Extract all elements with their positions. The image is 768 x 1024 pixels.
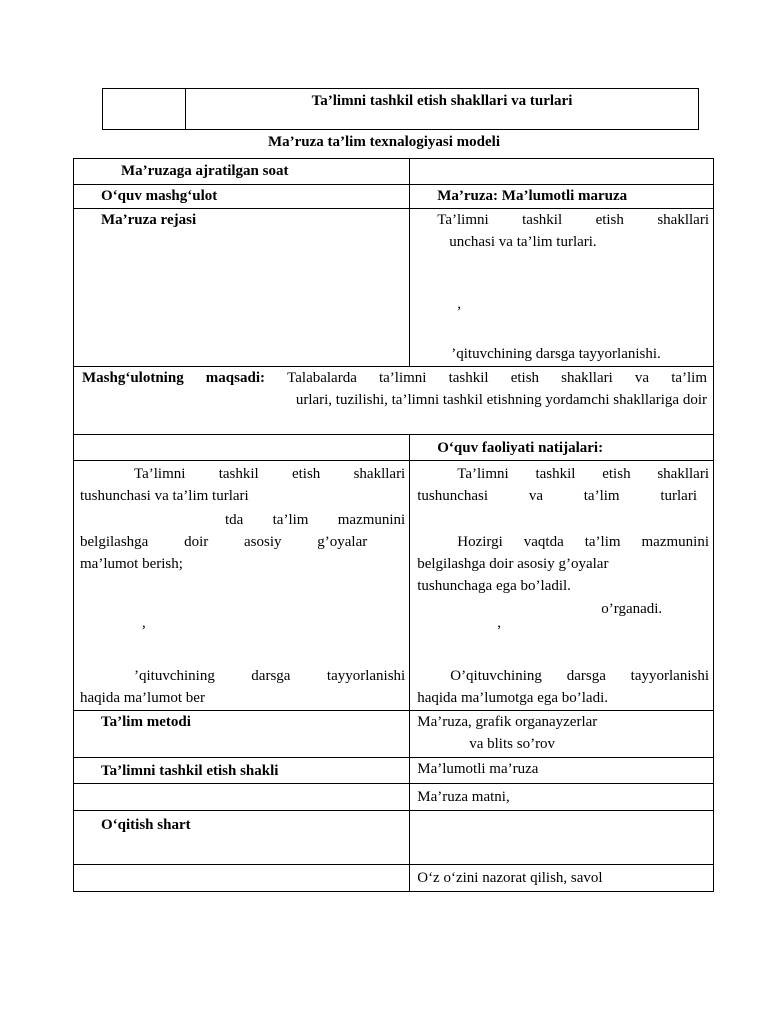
tasks-right-comma: , [497,615,501,631]
row-material [74,784,714,811]
activity-value: Ma’ruza: Ma’lumotli maruza [437,188,628,204]
plan-line-3: ’qituvchining darsga tayyorlanishi. [451,346,661,362]
plan-comma: , [457,296,461,312]
method-value-2: va blits so’rov [469,736,556,752]
goal-text-1: Talabalarda ta’limni tashkil etish shakllari va ta’lim [287,370,708,386]
control-value: O‘z o‘zini nazorat qilish, savol [417,870,603,886]
method-value-1: Ma’ruza, grafik organayzerlar [417,714,598,730]
tasks-right-line-6: o’rganadi. [601,601,663,617]
row-plan [74,209,714,367]
tasks-right-line-7: O’qituvchining darsga tayyorlanishi [450,668,709,684]
material-label-cell [74,784,410,811]
tasks-left-comma: , [142,615,146,631]
goal-label: Mashg‘ulotning maqsadi: [82,370,265,386]
method-label-cell [74,711,410,758]
header-title-cell [186,89,699,130]
plan-value-cell [410,209,714,367]
tasks-left-line-7: haqida ma’lumot ber [80,690,205,706]
plan-line-2: unchasi va ta’lim turlari. [449,234,597,250]
form-label-cell [74,758,410,784]
hours-label-cell [74,159,410,185]
activity-label-cell [74,185,410,209]
row-tasks [74,461,714,711]
results-header: O‘quv faoliyati natijalari: [437,440,604,456]
tasks-left-cell [74,461,410,711]
control-value-cell [410,865,714,892]
method-value-cell [410,711,714,758]
row-hours [74,159,714,185]
results-right-cell [410,435,714,461]
tasks-left-line-5: ma’lumot berish; [80,556,183,572]
tasks-right-line-1: Ta’limni tashkil etish shakllari [457,466,709,482]
document-title: Ta’limni tashkil etish shakllari va turlari [311,93,573,109]
results-left-cell [74,435,410,461]
row-activity [74,185,714,209]
row-condition [74,811,714,865]
lecture-model-table [73,158,714,892]
hours-label: Ma’ruzaga ajratilgan soat [121,163,289,179]
form-label: Ta’limni tashkil etish shakli [101,763,279,779]
tasks-left-line-6: ’qituvchining darsga tayyorlanishi [134,668,406,684]
tasks-right-cell [410,461,714,711]
material-value-cell [410,784,714,811]
tasks-left-line-2: tushunchasi va ta’lim turlari [80,488,249,504]
tasks-right-line-2: tushunchasi va ta’lim turlari [417,488,697,504]
row-control [74,865,714,892]
header-table [102,88,699,130]
tasks-right-line-3: Hozirgi vaqtda ta’lim mazmunini [457,534,709,550]
row-method [74,711,714,758]
activity-value-cell [410,185,714,209]
goal-line-1 [82,367,707,389]
row-results-header [74,435,714,461]
tasks-right-line-5: tushunchaga ega bo’ladil. [417,578,571,594]
form-value-cell [410,758,714,784]
hours-value-cell [410,159,714,185]
plan-line-1: Ta’limni tashkil etish shakllari [437,212,709,228]
tasks-left-line-3: tda ta’lim mazmunini [225,512,406,528]
condition-label-cell [74,811,410,865]
row-form [74,758,714,784]
plan-label-cell [74,209,410,367]
material-value: Ma’ruza matni, [417,789,510,805]
plan-label: Ma’ruza rejasi [101,212,197,228]
row-goal [74,367,714,435]
tasks-left-line-1: Ta’limni tashkil etish shakllari [134,466,406,482]
condition-value-cell [410,811,714,865]
control-label-cell [74,865,410,892]
tasks-left-line-4: belgilashga doir asosiy g’oyalar [80,534,368,550]
form-value: Ma’lumotli ma’ruza [417,761,539,777]
activity-label: O‘quv mashg‘ulot [101,188,218,204]
goal-cell [74,367,714,435]
header-empty-cell [103,89,186,130]
goal-text-2: urlari, tuzilishi, ta’limni tashkil etishning yordamchi shakllariga doir [295,392,707,408]
tasks-right-line-8: haqida ma’lumotga ega bo’ladi. [417,690,609,706]
tasks-right-line-4: belgilashga doir asosiy g’oyalar [417,556,609,572]
method-label: Ta’lim metodi [101,714,191,730]
condition-label: O‘qitish shart [101,817,191,833]
document-subtitle: Ma’ruza ta’lim texnalogiyasi modeli [267,134,501,150]
